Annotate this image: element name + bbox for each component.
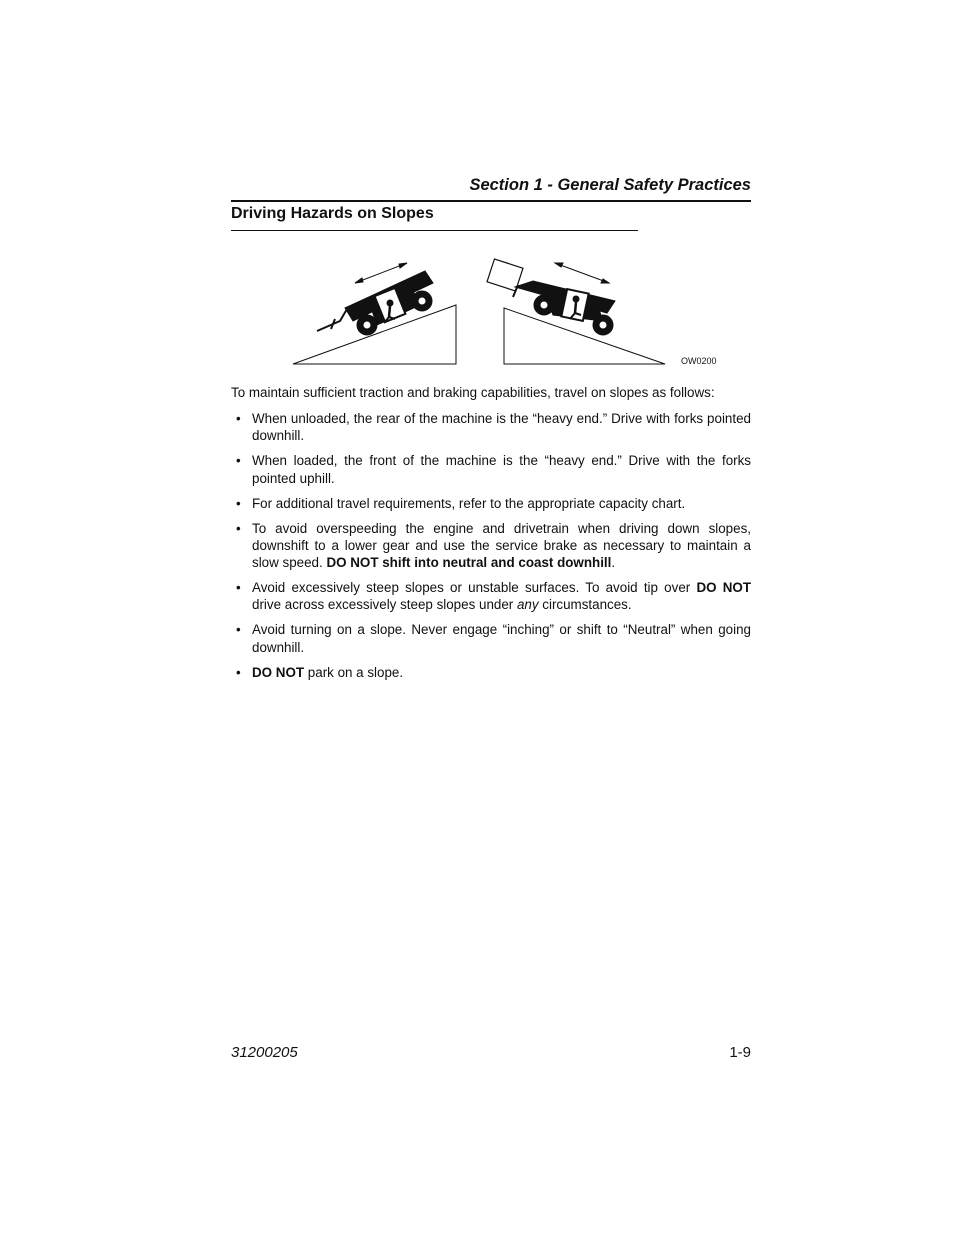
bullet-icon: • bbox=[236, 622, 241, 638]
intro-paragraph: To maintain sufficient traction and braking capabilities, travel on slopes as follows: bbox=[231, 385, 715, 400]
list-item: • To avoid overspeeding the engine and drivetrain when driving down slopes, downshift to a lower gear and use the service brake as necessary to maintain a slow speed. DO NOT shift into neutral and coast downhill. bbox=[236, 520, 751, 571]
bullet-icon: • bbox=[236, 453, 241, 469]
list-item: • Avoid turning on a slope. Never engage “inching” or shift to “Neutral” when going downhill. bbox=[236, 622, 751, 655]
slope-illustration bbox=[285, 253, 725, 368]
header-rule bbox=[231, 200, 751, 202]
bullet-icon: • bbox=[236, 580, 241, 596]
bullet-icon: • bbox=[236, 664, 241, 680]
list-item: • Avoid excessively steep slopes or unstable surfaces. To avoid tip over DO NOT drive across excessively steep slopes under any circumstances. bbox=[236, 580, 751, 613]
bullet-icon: • bbox=[236, 495, 241, 511]
list-item: • When loaded, the front of the machine is the “heavy end.” Drive with the forks pointed uphill. bbox=[236, 453, 751, 486]
list-item: • For additional travel requirements, refer to the appropriate capacity chart. bbox=[236, 495, 686, 511]
slope-rules-list bbox=[231, 410, 751, 689]
page-number: 1-9 bbox=[729, 1044, 751, 1061]
page-heading: Driving Hazards on Slopes bbox=[231, 205, 434, 222]
right-direction-arrow bbox=[555, 263, 609, 283]
left-direction-arrow bbox=[355, 263, 407, 283]
figure-code: OW0200 bbox=[681, 356, 717, 366]
list-item: • DO NOT park on a slope. bbox=[236, 664, 404, 680]
bullet-icon: • bbox=[236, 520, 241, 536]
bullet-icon: • bbox=[236, 411, 241, 426]
section-header: Section 1 - General Safety Practices bbox=[469, 176, 751, 194]
list-item: • When unloaded, the rear of the machine is the “heavy end.” Drive with forks pointed downhill. bbox=[236, 411, 751, 444]
document-number: 31200205 bbox=[231, 1044, 298, 1061]
heading-rule bbox=[231, 230, 638, 231]
